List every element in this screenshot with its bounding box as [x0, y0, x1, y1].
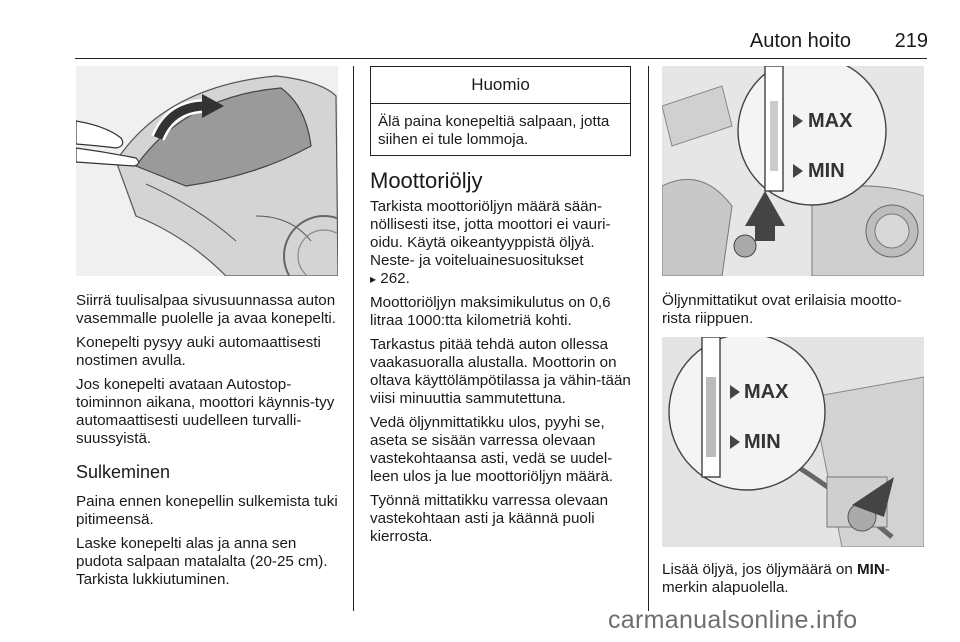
min-label: MIN: [808, 160, 845, 182]
section-heading: Sulkeminen: [76, 462, 171, 482]
hood-illustration: [76, 66, 338, 276]
paragraph: Vedä öljynmittatikku ulos, pyyhi se, aseta se sisään varressa olevaan vastekohtaansa asti, vedä se uudel-leen ulos ja lue moottoriöljyn määrä.: [370, 414, 614, 485]
column-divider-2: [648, 66, 649, 611]
caption-text: -merkin alapuolella.: [662, 561, 890, 596]
page-header: [750, 30, 928, 53]
paragraph: Konepelti pysyy auki automaattisesti nostimen avulla.: [76, 334, 321, 369]
caption-bold: MIN: [857, 561, 885, 578]
column-1-text: [76, 292, 344, 595]
paragraph: Jos konepelti avataan Autostop-toiminnon aikana, moottori käynnis-tyy automaattisesti uudelleen turvalli-suussyistä.: [76, 376, 335, 447]
hood-drawing: [76, 66, 338, 276]
section-heading: Moottoriöljy: [370, 168, 483, 193]
caption-2: [662, 561, 928, 603]
caption-text: Lisää öljyä, jos öljymäärä on: [662, 561, 858, 578]
page-reference[interactable]: 262.: [380, 270, 410, 287]
paragraph: Moottoriöljyn maksimikulutus on 0,6 litraa 1000:tta kilometriä kohti.: [370, 294, 611, 329]
dipstick-illustration-1: [662, 66, 924, 276]
min-label: MIN: [744, 431, 781, 453]
dipstick-drawing-2: [662, 337, 924, 547]
paragraph-text: Tarkista moottoriöljyn määrä sään-nöllisesti itse, jotta moottori ei vauri-oidu. Käytä oikeantyyppistä öljyä. Neste- ja voiteluainesuositukset: [370, 198, 611, 269]
notice-box: [370, 66, 631, 156]
paragraph: Laske konepelti alas ja anna sen pudota salpaan matalalta (20-25 cm). Tarkista lukkiutuminen.: [76, 535, 328, 588]
dipstick-drawing-1: [662, 66, 924, 276]
max-label: MAX: [808, 110, 853, 132]
paragraph: Tarkastus pitää tehdä auton ollessa vaakasuoralla alustalla. Moottorin on oltava käyttölämpötilassa ja vähin-tään viisi minuuttia sammutettuna.: [370, 336, 631, 407]
figure-caption: [662, 561, 928, 597]
paragraph: [370, 198, 633, 288]
watermark: carmanualsonline.info: [608, 606, 858, 634]
header-rule: [75, 58, 927, 59]
paragraph: Siirrä tuulisalpaa sivusuunnassa auton vasemmalle puolelle ja avaa konepelti.: [76, 292, 337, 327]
column-divider-1: [353, 66, 354, 611]
section-title: Auton hoito: [749, 30, 852, 52]
page-reference-icon: ▸: [370, 272, 377, 286]
paragraph: Työnnä mittatikku varressa olevaan vastekohtaan asti ja käännä puoli kierrosta.: [370, 492, 609, 545]
page-number: 219: [894, 30, 928, 52]
caption-1: [662, 292, 928, 334]
column-2-text: [370, 168, 633, 552]
paragraph: Paina ennen konepellin sulkemista tuki pitimeensä.: [76, 493, 338, 528]
notice-text: Älä paina konepeltiä salpaan, jotta siihen ei tule lommoja.: [378, 113, 610, 148]
figure-caption: Öljynmittatikut ovat erilaisia mootto-rista riippuen.: [662, 292, 902, 327]
notice-title: Huomio: [371, 67, 630, 104]
max-label: MAX: [744, 381, 789, 403]
dipstick-illustration-2: [662, 337, 924, 547]
